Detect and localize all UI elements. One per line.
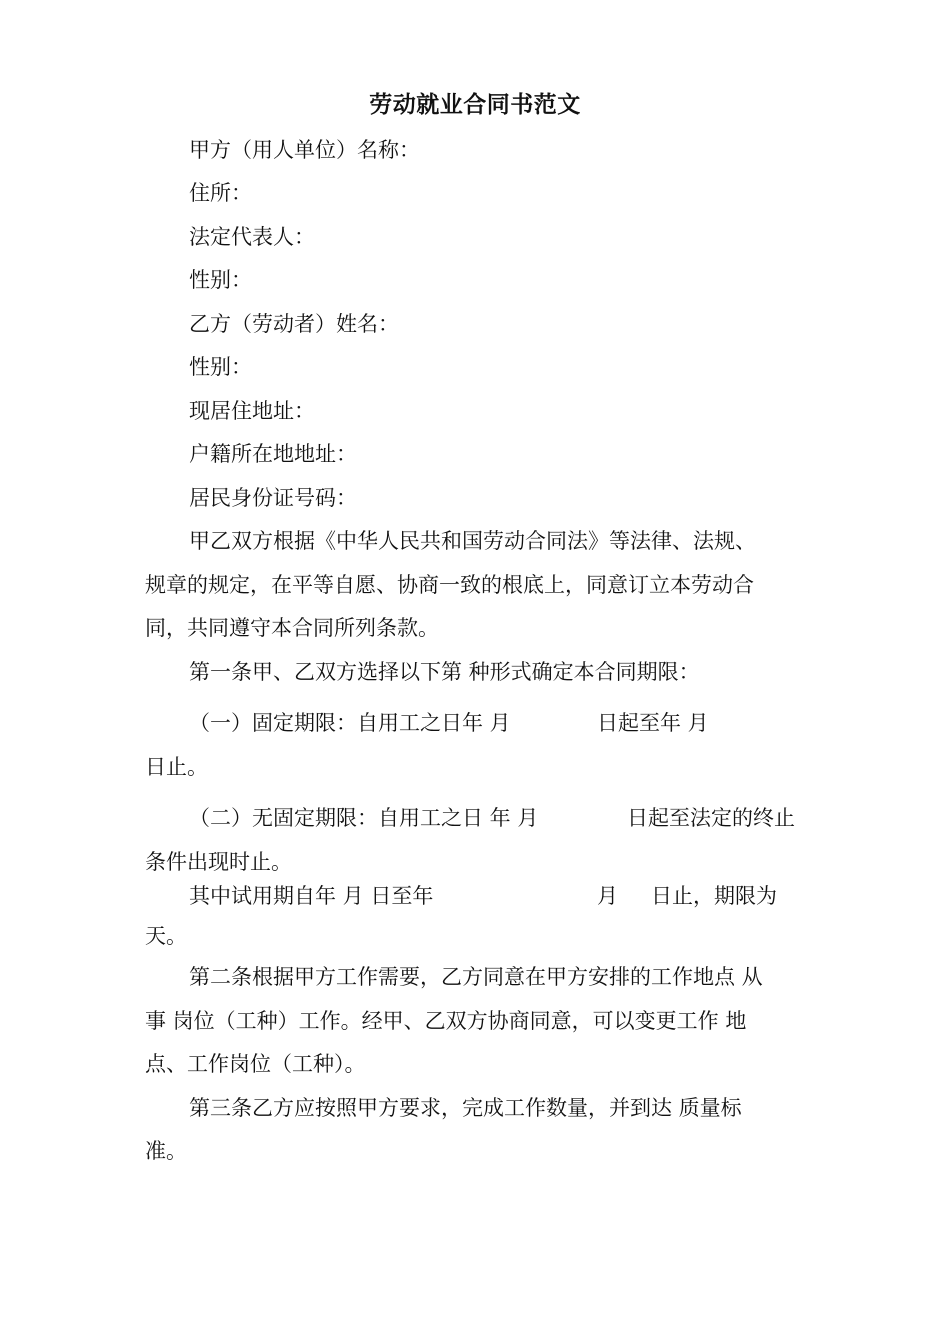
- preamble-line-2: 规章的规定，在平等自愿、协商一致的根底上，同意订立本劳动合: [145, 573, 754, 597]
- article-2-line-3: 点、工作岗位（工种）。: [145, 1052, 366, 1076]
- article-1-probation-part-3: 日止，期限为: [651, 884, 777, 908]
- article-1-open-term-part-1: （二）无固定期限：自用工之日 年 月: [189, 806, 539, 830]
- article-1-probation-continuation: 天。: [145, 924, 187, 948]
- article-1-fixed-term-continuation: 日止。: [145, 755, 208, 779]
- party-b-name-label: 乙方（劳动者）姓名：: [189, 312, 399, 336]
- article-2-line-2: 事 岗位（工种）工作。经甲、乙双方协商同意，可以变更工作 地: [145, 1009, 747, 1033]
- party-b-current-address-label: 现居住地址：: [189, 399, 315, 423]
- article-1-intro: 第一条甲、乙双方选择以下第 种形式确定本合同期限：: [189, 660, 700, 684]
- party-b-gender-label: 性别：: [189, 355, 252, 379]
- party-a-legal-rep-label: 法定代表人：: [189, 225, 315, 249]
- article-3-line-1: 第三条乙方应按照甲方要求，完成工作数量，并到达 质量标: [189, 1096, 742, 1120]
- party-a-address-label: 住所：: [189, 181, 252, 205]
- party-a-gender-label: 性别：: [189, 268, 252, 292]
- party-b-household-address-label: 户籍所在地地址：: [189, 442, 357, 466]
- article-1-fixed-term-part-2: 日起至年 月: [597, 711, 709, 735]
- article-2-line-1: 第二条根据甲方工作需要，乙方同意在甲方安排的工作地点 从: [189, 965, 763, 989]
- article-1-probation-part-2: 月: [597, 884, 618, 908]
- preamble-line-1: 甲乙双方根据《中华人民共和国劳动合同法》等法律、法规、: [189, 529, 756, 553]
- document-title: 劳动就业合同书范文: [369, 91, 581, 118]
- article-1-probation-part-1: 其中试用期自年 月 日至年: [189, 884, 434, 908]
- article-3-line-2: 准。: [145, 1139, 187, 1163]
- party-a-name-label: 甲方（用人单位）名称：: [189, 138, 420, 162]
- preamble-line-3: 同，共同遵守本合同所列条款。: [145, 616, 439, 640]
- party-b-id-number-label: 居民身份证号码：: [189, 486, 357, 510]
- article-1-fixed-term-part-1: （一）固定期限：自用工之日年 月: [189, 711, 511, 735]
- article-1-open-term-continuation: 条件出现时止。: [145, 850, 292, 874]
- article-1-open-term-part-2: 日起至法定的终止: [627, 806, 795, 830]
